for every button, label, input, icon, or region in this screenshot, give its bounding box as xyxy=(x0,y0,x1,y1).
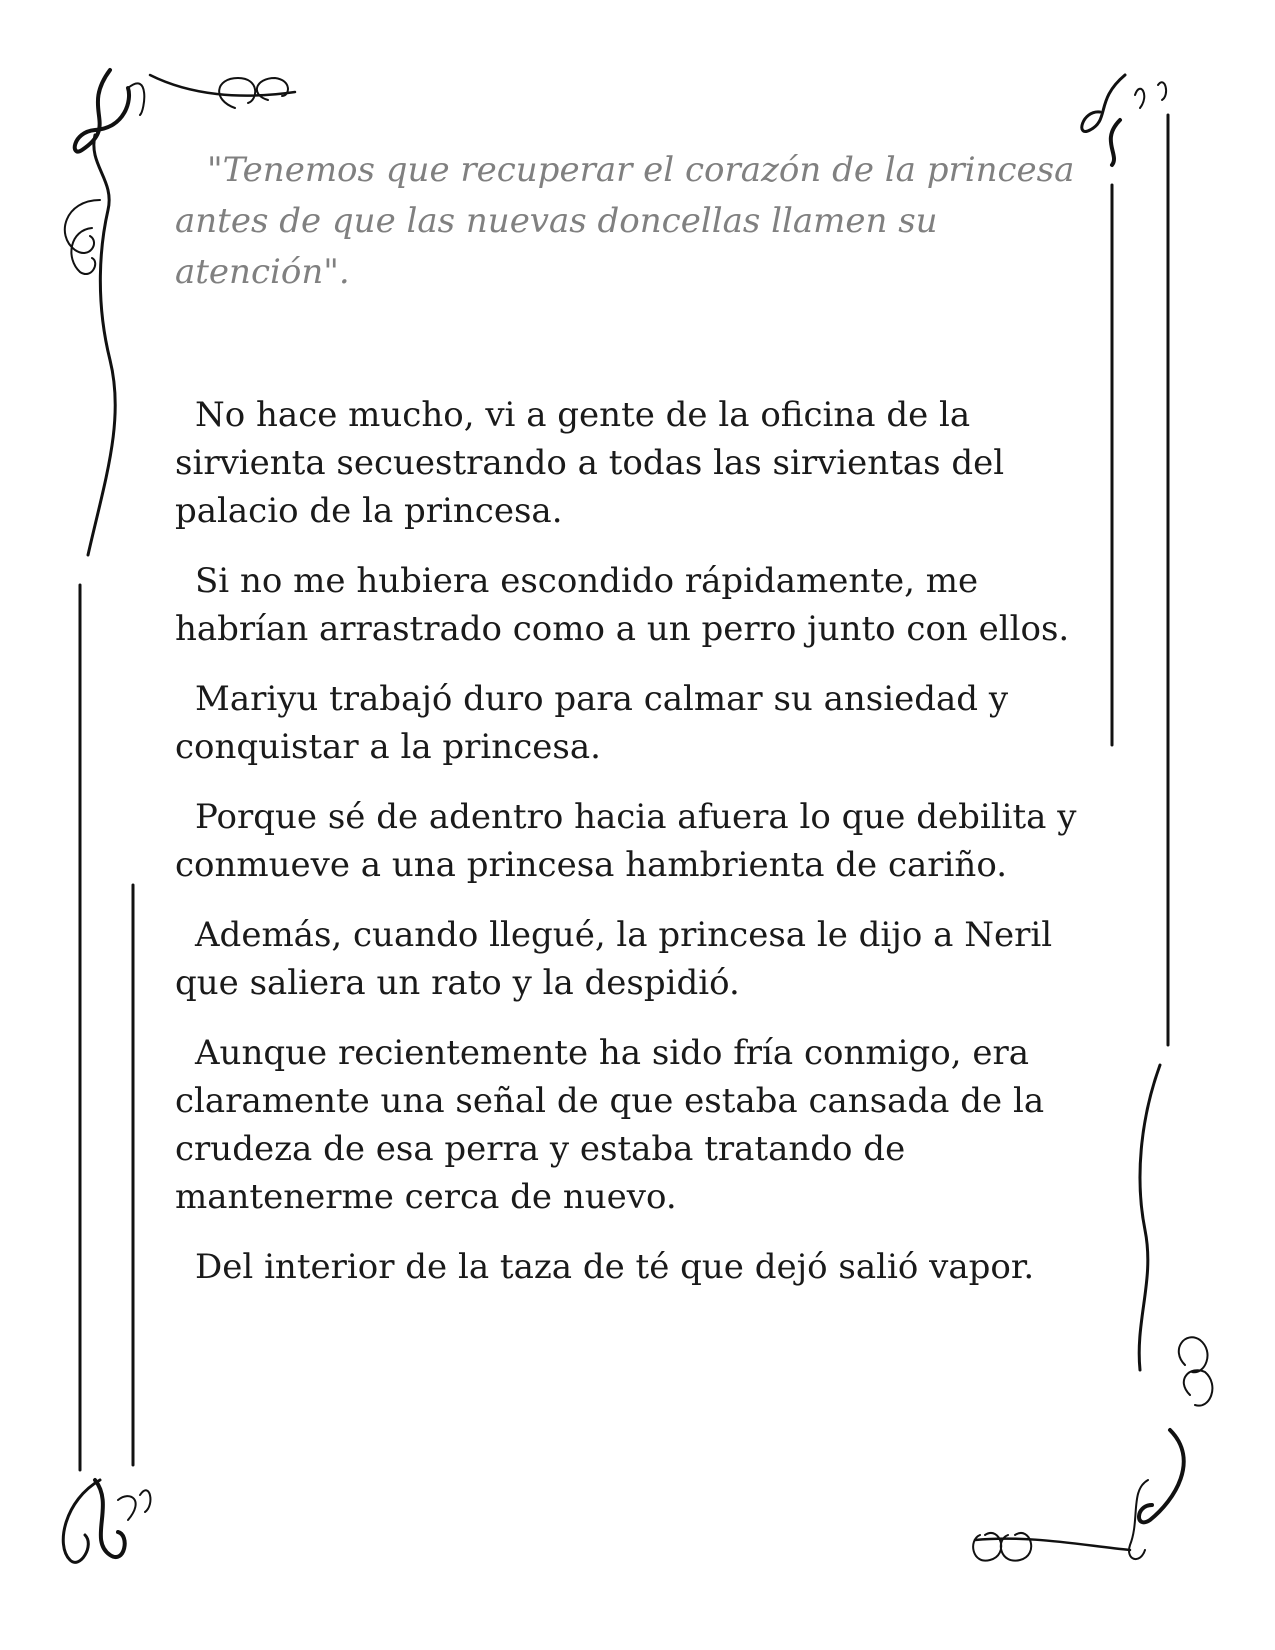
paragraph: Porque sé de adentro hacia afuera lo que debilita y conmueve a una princesa hambrienta de cariño. xyxy=(175,797,1077,885)
body-text xyxy=(175,391,1105,1291)
paragraph: Aunque recientemente ha sido fría conmigo, era claramente una señal de que estaba cansada de la crudeza de esa perra y estaba tratando de mantenerme cerca de nuevo. xyxy=(175,1033,1045,1217)
paragraph: Mariyu trabajó duro para calmar su ansiedad y conquistar a la princesa. xyxy=(175,679,1009,767)
quote-text: "Tenemos que recuperar el corazón de la princesa antes de que las nuevas doncellas llamen su atención". xyxy=(175,150,1075,292)
bottom-left-flourish-icon xyxy=(63,1480,150,1562)
paragraph: Si no me hubiera escondido rápidamente, me habrían arrastrado como a un perro junto con ellos. xyxy=(175,561,1070,649)
paragraph: Además, cuando llegué, la princesa le dijo a Neril que saliera un rato y la despidió. xyxy=(175,915,1053,1003)
paragraph: No hace mucho, vi a gente de la oficina de la sirvienta secuestrando a todas las sirvientas del palacio de la princesa. xyxy=(175,395,1005,531)
paragraph: Del interior de la taza de té que dejó salió vapor. xyxy=(195,1247,1035,1287)
page-content xyxy=(175,145,1105,1313)
